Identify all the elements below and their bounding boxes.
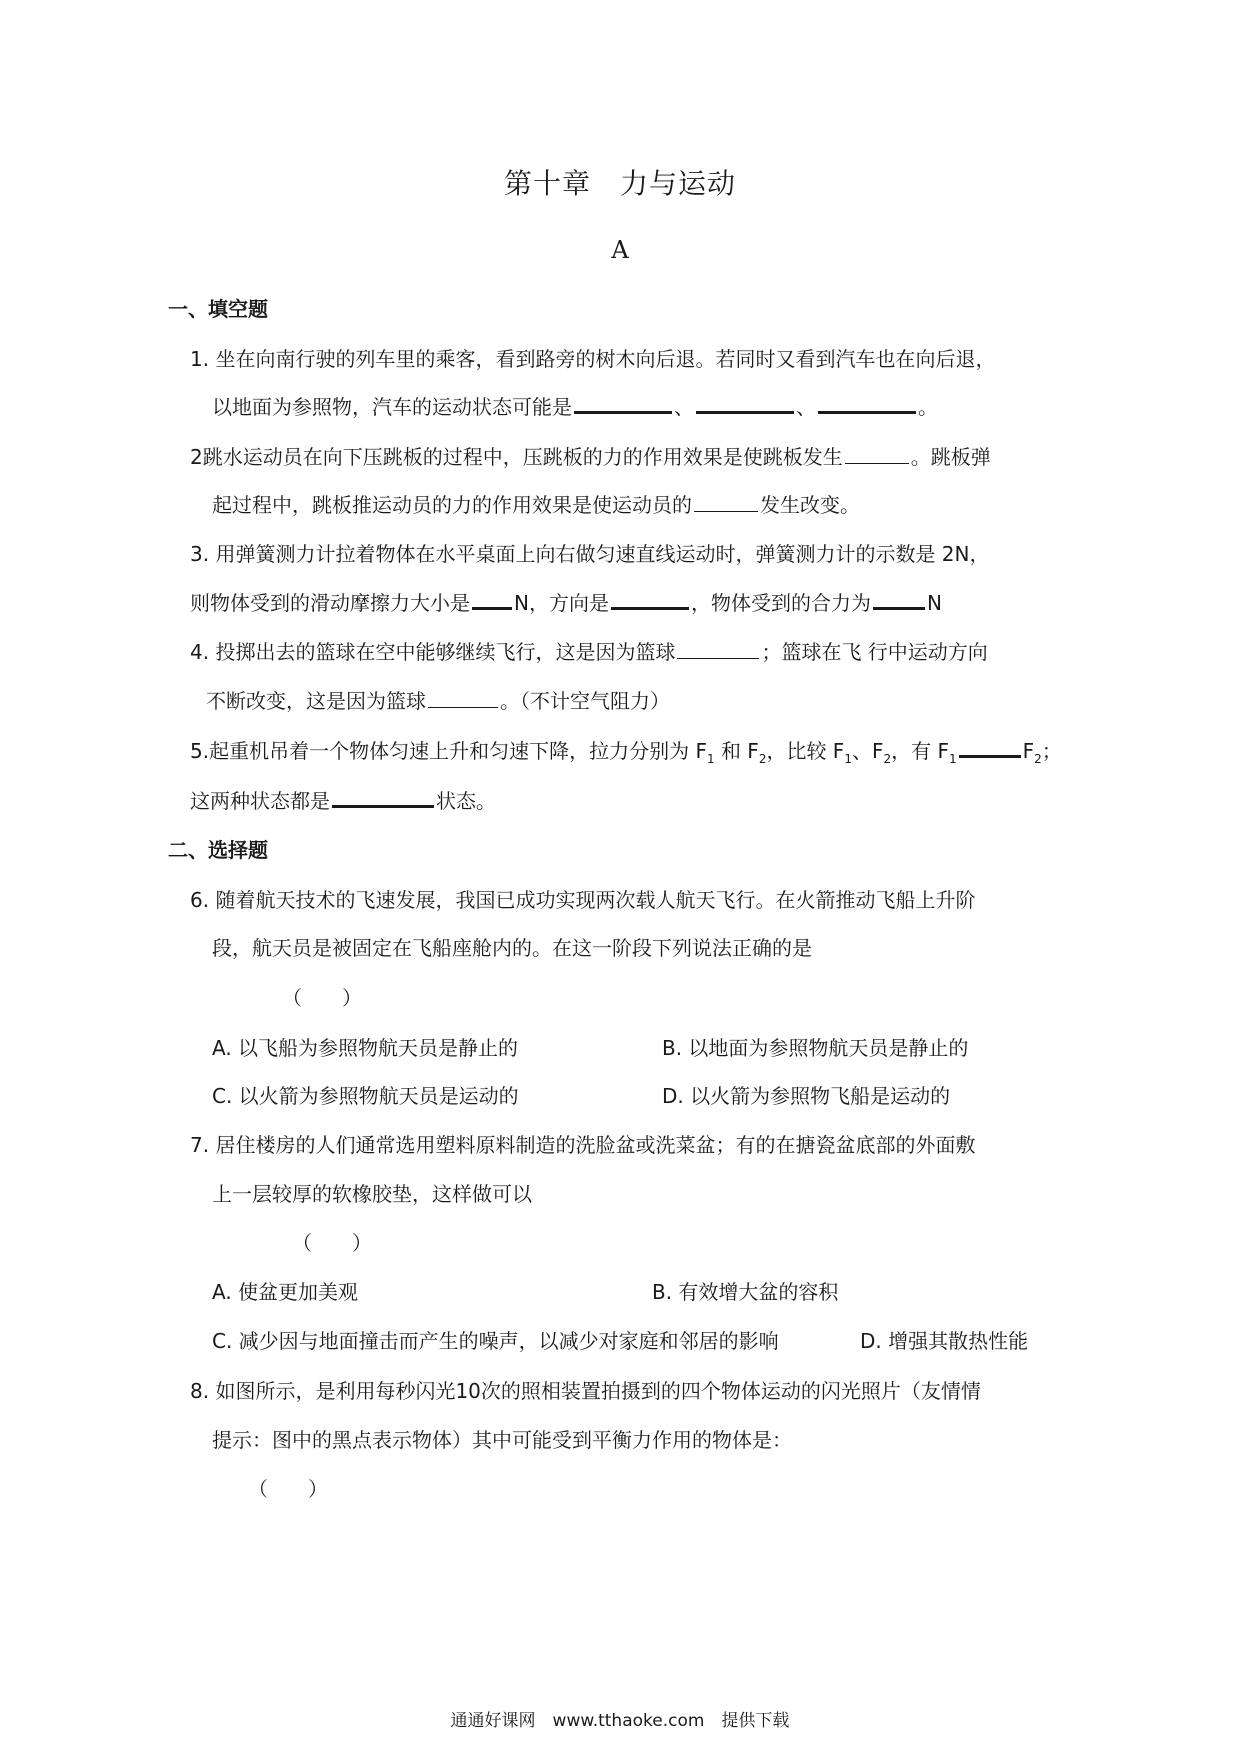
q7-option-b[interactable]: B. 有效增大盆的容积	[652, 1280, 839, 1304]
q5-line2: 这两种状态都是 状态。	[190, 789, 496, 813]
page-footer: 通通好课网 www.tthaoke.com 提供下载	[450, 1711, 790, 1731]
q3-line2: 则物体受到的滑动摩擦力大小是 N，方向是 ，物体受到的合力为 N	[190, 591, 942, 615]
q7-line1: 7. 居住楼房的人们通常选用塑料原料制造的洗脸盆或洗菜盆；有的在搪瓷盆底部的外面敷	[190, 1133, 976, 1157]
q3-blank-1[interactable]	[472, 589, 512, 610]
q8-answer-paren[interactable]: （ ）	[248, 1477, 328, 1501]
q6-line2: 段，航天员是被固定在飞船座舱内的。在这一阶段下列说法正确的是	[212, 936, 812, 960]
q2-line2: 起过程中，跳板推运动员的力的作用效果是使运动员的 发生改变。	[212, 493, 860, 517]
q6-option-c[interactable]: C. 以火箭为参照物航天员是运动的	[212, 1084, 519, 1108]
q1-blank-3[interactable]	[818, 393, 916, 414]
q3-blank-3[interactable]	[873, 589, 925, 610]
page-title: 第十章 力与运动	[503, 167, 736, 200]
q6-option-b[interactable]: B. 以地面为参照物航天员是静止的	[662, 1036, 969, 1060]
q1-line2: 以地面为参照物，汽车的运动状态可能是 、 、 。	[212, 395, 938, 419]
q7-option-c[interactable]: C. 减少因与地面撞击而产生的噪声，以减少对家庭和邻居的影响	[212, 1329, 779, 1353]
q8-line1: 8. 如图所示，是利用每秒闪光10次的照相装置拍摄到的四个物体运动的闪光照片（友情情	[190, 1379, 981, 1403]
page-subtitle: A	[611, 236, 629, 264]
q7-answer-paren[interactable]: （ ）	[292, 1231, 372, 1255]
q7-option-a[interactable]: A. 使盆更加美观	[212, 1280, 359, 1304]
q5-line1: 5.起重机吊着一个物体匀速上升和匀速下降，拉力分别为 $F_1$ 和 $F_2$，比较 $F_1$、$F_2$，有 $F_1$ $F_2$；	[190, 739, 1062, 766]
q1-blank-2[interactable]	[696, 393, 794, 414]
q1-blank-1[interactable]	[574, 393, 672, 414]
q5-blank-1[interactable]	[959, 737, 1021, 758]
q6-option-d[interactable]: D. 以火箭为参照物飞船是运动的	[662, 1084, 951, 1108]
q4-blank-2[interactable]	[428, 689, 498, 708]
q1-line1: 1. 坐在向南行驶的列车里的乘客，看到路旁的树木向后退。若同时又看到汽车也在向后退，	[190, 347, 996, 371]
q7-option-d[interactable]: D. 增强其散热性能	[860, 1329, 1029, 1353]
q6-answer-paren[interactable]: （ ）	[282, 986, 362, 1010]
q7-line2: 上一层较厚的软橡胶垫，这样做可以	[212, 1182, 532, 1206]
q4-line2: 不断改变，这是因为篮球 。（不计空气阻力）	[206, 689, 670, 713]
q8-line2: 提示：图中的黑点表示物体）其中可能受到平衡力作用的物体是：	[212, 1428, 792, 1452]
section-choice-heading: 二、选择题	[168, 838, 268, 862]
q4-blank-1[interactable]	[677, 640, 759, 659]
q6-option-a[interactable]: A. 以飞船为参照物航天员是静止的	[212, 1036, 519, 1060]
q3-line1: 3. 用弹簧测力计拉着物体在水平桌面上向右做匀速直线运动时，弹簧测力计的示数是 2N，	[190, 542, 990, 566]
q6-line1: 6. 随着航天技术的飞速发展，我国已成功实现两次载人航天飞行。在火箭推动飞船上升阶	[190, 888, 976, 912]
q2-blank-2[interactable]	[694, 493, 758, 512]
q3-blank-2[interactable]	[611, 589, 689, 610]
q4-line1: 4. 投掷出去的篮球在空中能够继续飞行，这是因为篮球 ；篮球在飞 行中运动方向	[190, 640, 988, 664]
q2-line1: 2跳水运动员在向下压跳板的过程中，压跳板的力的作用效果是使跳板发生 。跳板弹	[190, 445, 991, 469]
section-fill-heading: 一、填空题	[168, 297, 268, 321]
q2-blank-1[interactable]	[845, 445, 909, 464]
q5-blank-2[interactable]	[332, 787, 434, 808]
